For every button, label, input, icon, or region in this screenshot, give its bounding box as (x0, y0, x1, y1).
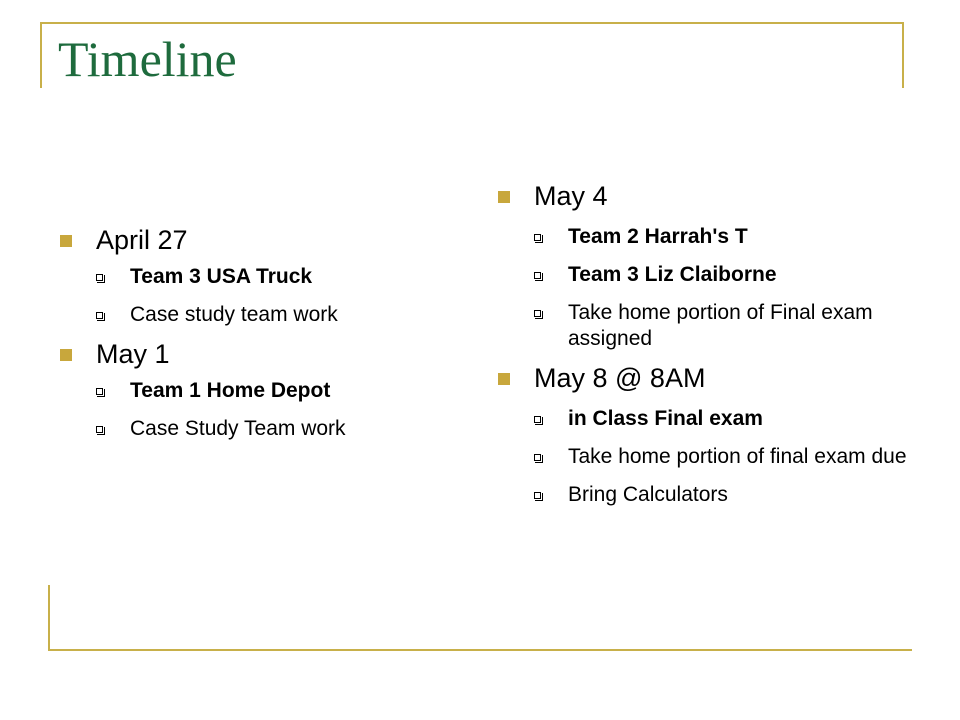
checkbox-bullet-icon (96, 388, 103, 395)
checkbox-bullet-icon (96, 426, 103, 433)
heading-may-8: May 8 @ 8AM (498, 362, 908, 394)
list-item: Team 3 USA Truck (60, 264, 440, 290)
square-bullet-icon (60, 349, 72, 361)
heading-april-27: April 27 (60, 224, 440, 256)
list-item: Case study team work (60, 302, 440, 328)
checkbox-bullet-icon (534, 234, 541, 241)
checkbox-bullet-icon (534, 492, 541, 499)
checkbox-bullet-icon (534, 272, 541, 279)
list-item: Take home portion of Final exam assigned (498, 300, 908, 352)
list-item: Team 1 Home Depot (60, 378, 440, 404)
heading-may-4: May 4 (498, 180, 908, 212)
checkbox-bullet-icon (534, 310, 541, 317)
right-column (498, 180, 908, 508)
heading-may-1: May 1 (60, 338, 440, 370)
right-rule (902, 22, 904, 88)
square-bullet-icon (498, 191, 510, 203)
list-item: Case Study Team work (60, 416, 440, 442)
checkbox-bullet-icon (96, 274, 103, 281)
slide-title: Timeline (58, 31, 237, 87)
checkbox-bullet-icon (534, 454, 541, 461)
checkbox-bullet-icon (96, 312, 103, 319)
list-item: Team 3 Liz Claiborne (498, 262, 908, 288)
left-rule (40, 22, 42, 88)
left-column (60, 224, 440, 442)
list-item: Take home portion of final exam due (498, 444, 908, 470)
checkbox-bullet-icon (534, 416, 541, 423)
square-bullet-icon (60, 235, 72, 247)
list-item: Bring Calculators (498, 482, 908, 508)
bottom-rule (48, 649, 912, 651)
list-item: Team 2 Harrah's T (498, 224, 908, 250)
list-item: in Class Final exam (498, 406, 908, 432)
top-rule (40, 22, 904, 24)
square-bullet-icon (498, 373, 510, 385)
bottom-left-rule (48, 585, 50, 651)
